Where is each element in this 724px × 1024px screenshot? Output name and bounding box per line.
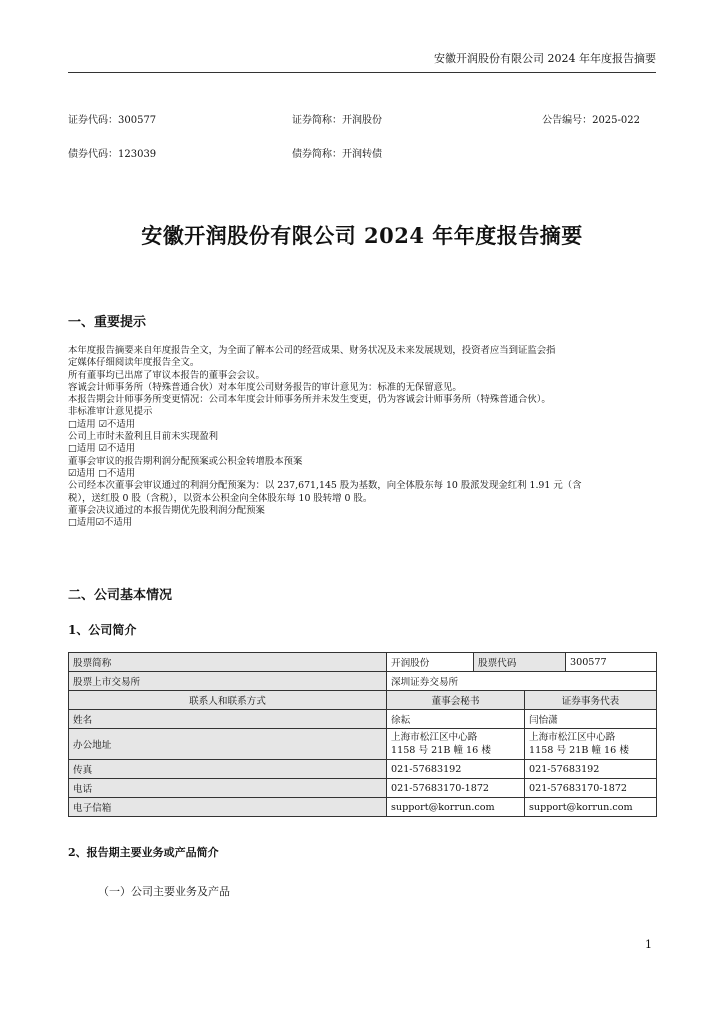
notice-line: 本年度报告摘要来自年度报告全文，为全面了解本公司的经营成果、财务状况及未来发展规划，投资者应当到证监会指	[68, 345, 556, 356]
secretary-email: support@korrun.com	[387, 798, 525, 817]
notice-line: □适用☑不适用	[68, 517, 133, 529]
rep-address-line2: 1158 号 21B 幢 16 楼	[529, 745, 629, 756]
rep-fax: 021-57683192	[525, 760, 657, 779]
secretary-fax: 021-57683192	[387, 760, 525, 779]
table-row	[69, 779, 657, 798]
stock-short-label: 股票简称	[69, 653, 387, 672]
notice-line: 税），送红股 0 股（含税），以资本公积金向全体股东每 10 股转增 0 股。	[68, 492, 373, 504]
table-row	[69, 653, 657, 672]
subsection-main-business: 2、报告期主要业务或产品简介	[68, 846, 219, 859]
fax-label: 传真	[69, 760, 387, 779]
secretary-phone: 021-57683170-1872	[387, 779, 525, 798]
notice-line: 董事会决议通过的本报告期优先股利润分配预案	[68, 504, 265, 516]
secretary-address	[387, 729, 525, 760]
secretary-header: 董事会秘书	[387, 691, 525, 710]
stock-code-label: 股票代码	[474, 653, 566, 672]
notice-line: 容诚会计师事务所（特殊普通合伙）对本年度公司财务报告的审计意见为：标准的无保留意见。	[68, 381, 462, 393]
notice-line: 所有董事均已出席了审议本报告的董事会会议。	[68, 369, 265, 381]
rep-name: 闫怡潇	[525, 710, 657, 729]
secretary-name: 徐耘	[387, 710, 525, 729]
stock-name: 证券简称：开润股份	[292, 115, 382, 126]
section-heading-company-info: 二、公司基本情况	[68, 588, 173, 603]
stock-code-value: 300577	[566, 653, 657, 672]
notice-line: 本报告期会计师事务所变更情况：公司本年度会计师事务所并未发生变更，仍为容诚会计师事务所（特殊普通合伙）。	[68, 394, 551, 406]
notice-line: □适用 ☑不适用	[68, 418, 136, 430]
stock-code: 证券代码：300577	[68, 115, 157, 126]
notice-line: □适用 ☑不适用	[68, 443, 136, 455]
rep-email: support@korrun.com	[525, 798, 657, 817]
phone-label: 电话	[69, 779, 387, 798]
bond-code: 债券代码：123039	[68, 149, 157, 160]
secretary-address-line2: 1158 号 21B 幢 16 楼	[391, 745, 491, 756]
important-notice-body	[68, 345, 656, 529]
email-label: 电子信箱	[69, 798, 387, 817]
contact-header: 联系人和联系方式	[69, 691, 387, 710]
stock-short-value: 开润股份	[387, 653, 474, 672]
notice-number: 公告编号：2025-022	[542, 115, 640, 126]
page-number: 1	[645, 938, 652, 951]
subsection-company-profile: 1、公司简介	[68, 623, 137, 637]
table-row	[69, 691, 657, 710]
table-row	[69, 710, 657, 729]
rep-address	[525, 729, 657, 760]
bond-name: 债券简称：开润转债	[292, 149, 382, 160]
table-row	[69, 729, 657, 760]
table-row	[69, 672, 657, 691]
notice-line: 非标准审计意见提示	[68, 406, 153, 418]
document-title: 安徽开润股份有限公司 2024 年年度报告摘要	[141, 223, 583, 248]
exchange-label: 股票上市交易所	[69, 672, 387, 691]
code-row-bond	[68, 145, 640, 159]
table-row	[69, 798, 657, 817]
secretary-address-line1: 上海市松江区中心路	[391, 732, 478, 743]
company-profile-table	[68, 652, 657, 817]
securities-rep-header: 证券事务代表	[525, 691, 657, 710]
name-label: 姓名	[69, 710, 387, 729]
subsection-main-products: （一）公司主要业务及产品	[98, 885, 230, 898]
notice-line: 公司经本次董事会审议通过的利润分配预案为：以 237,671,145 股为基数，向全体股东每 10 股派发现金红利 1.91 元（含	[68, 480, 582, 492]
notice-line: 董事会审议的报告期利润分配预案或公积金转增股本预案	[68, 455, 303, 467]
section-heading-important: 一、重要提示	[68, 315, 147, 330]
page-header: 安徽开润股份有限公司 2024 年年度报告摘要	[68, 50, 656, 73]
notice-line: ☑适用 □不适用	[68, 467, 136, 479]
rep-address-line1: 上海市松江区中心路	[529, 732, 616, 743]
rep-phone: 021-57683170-1872	[525, 779, 657, 798]
notice-line: 公司上市时未盈利且目前未实现盈利	[68, 431, 219, 443]
exchange-value: 深圳证券交易所	[387, 672, 657, 691]
notice-line: 定媒体仔细阅读年度报告全文。	[68, 357, 200, 369]
code-row-stock	[68, 111, 640, 125]
table-row	[69, 760, 657, 779]
address-label: 办公地址	[69, 729, 387, 760]
